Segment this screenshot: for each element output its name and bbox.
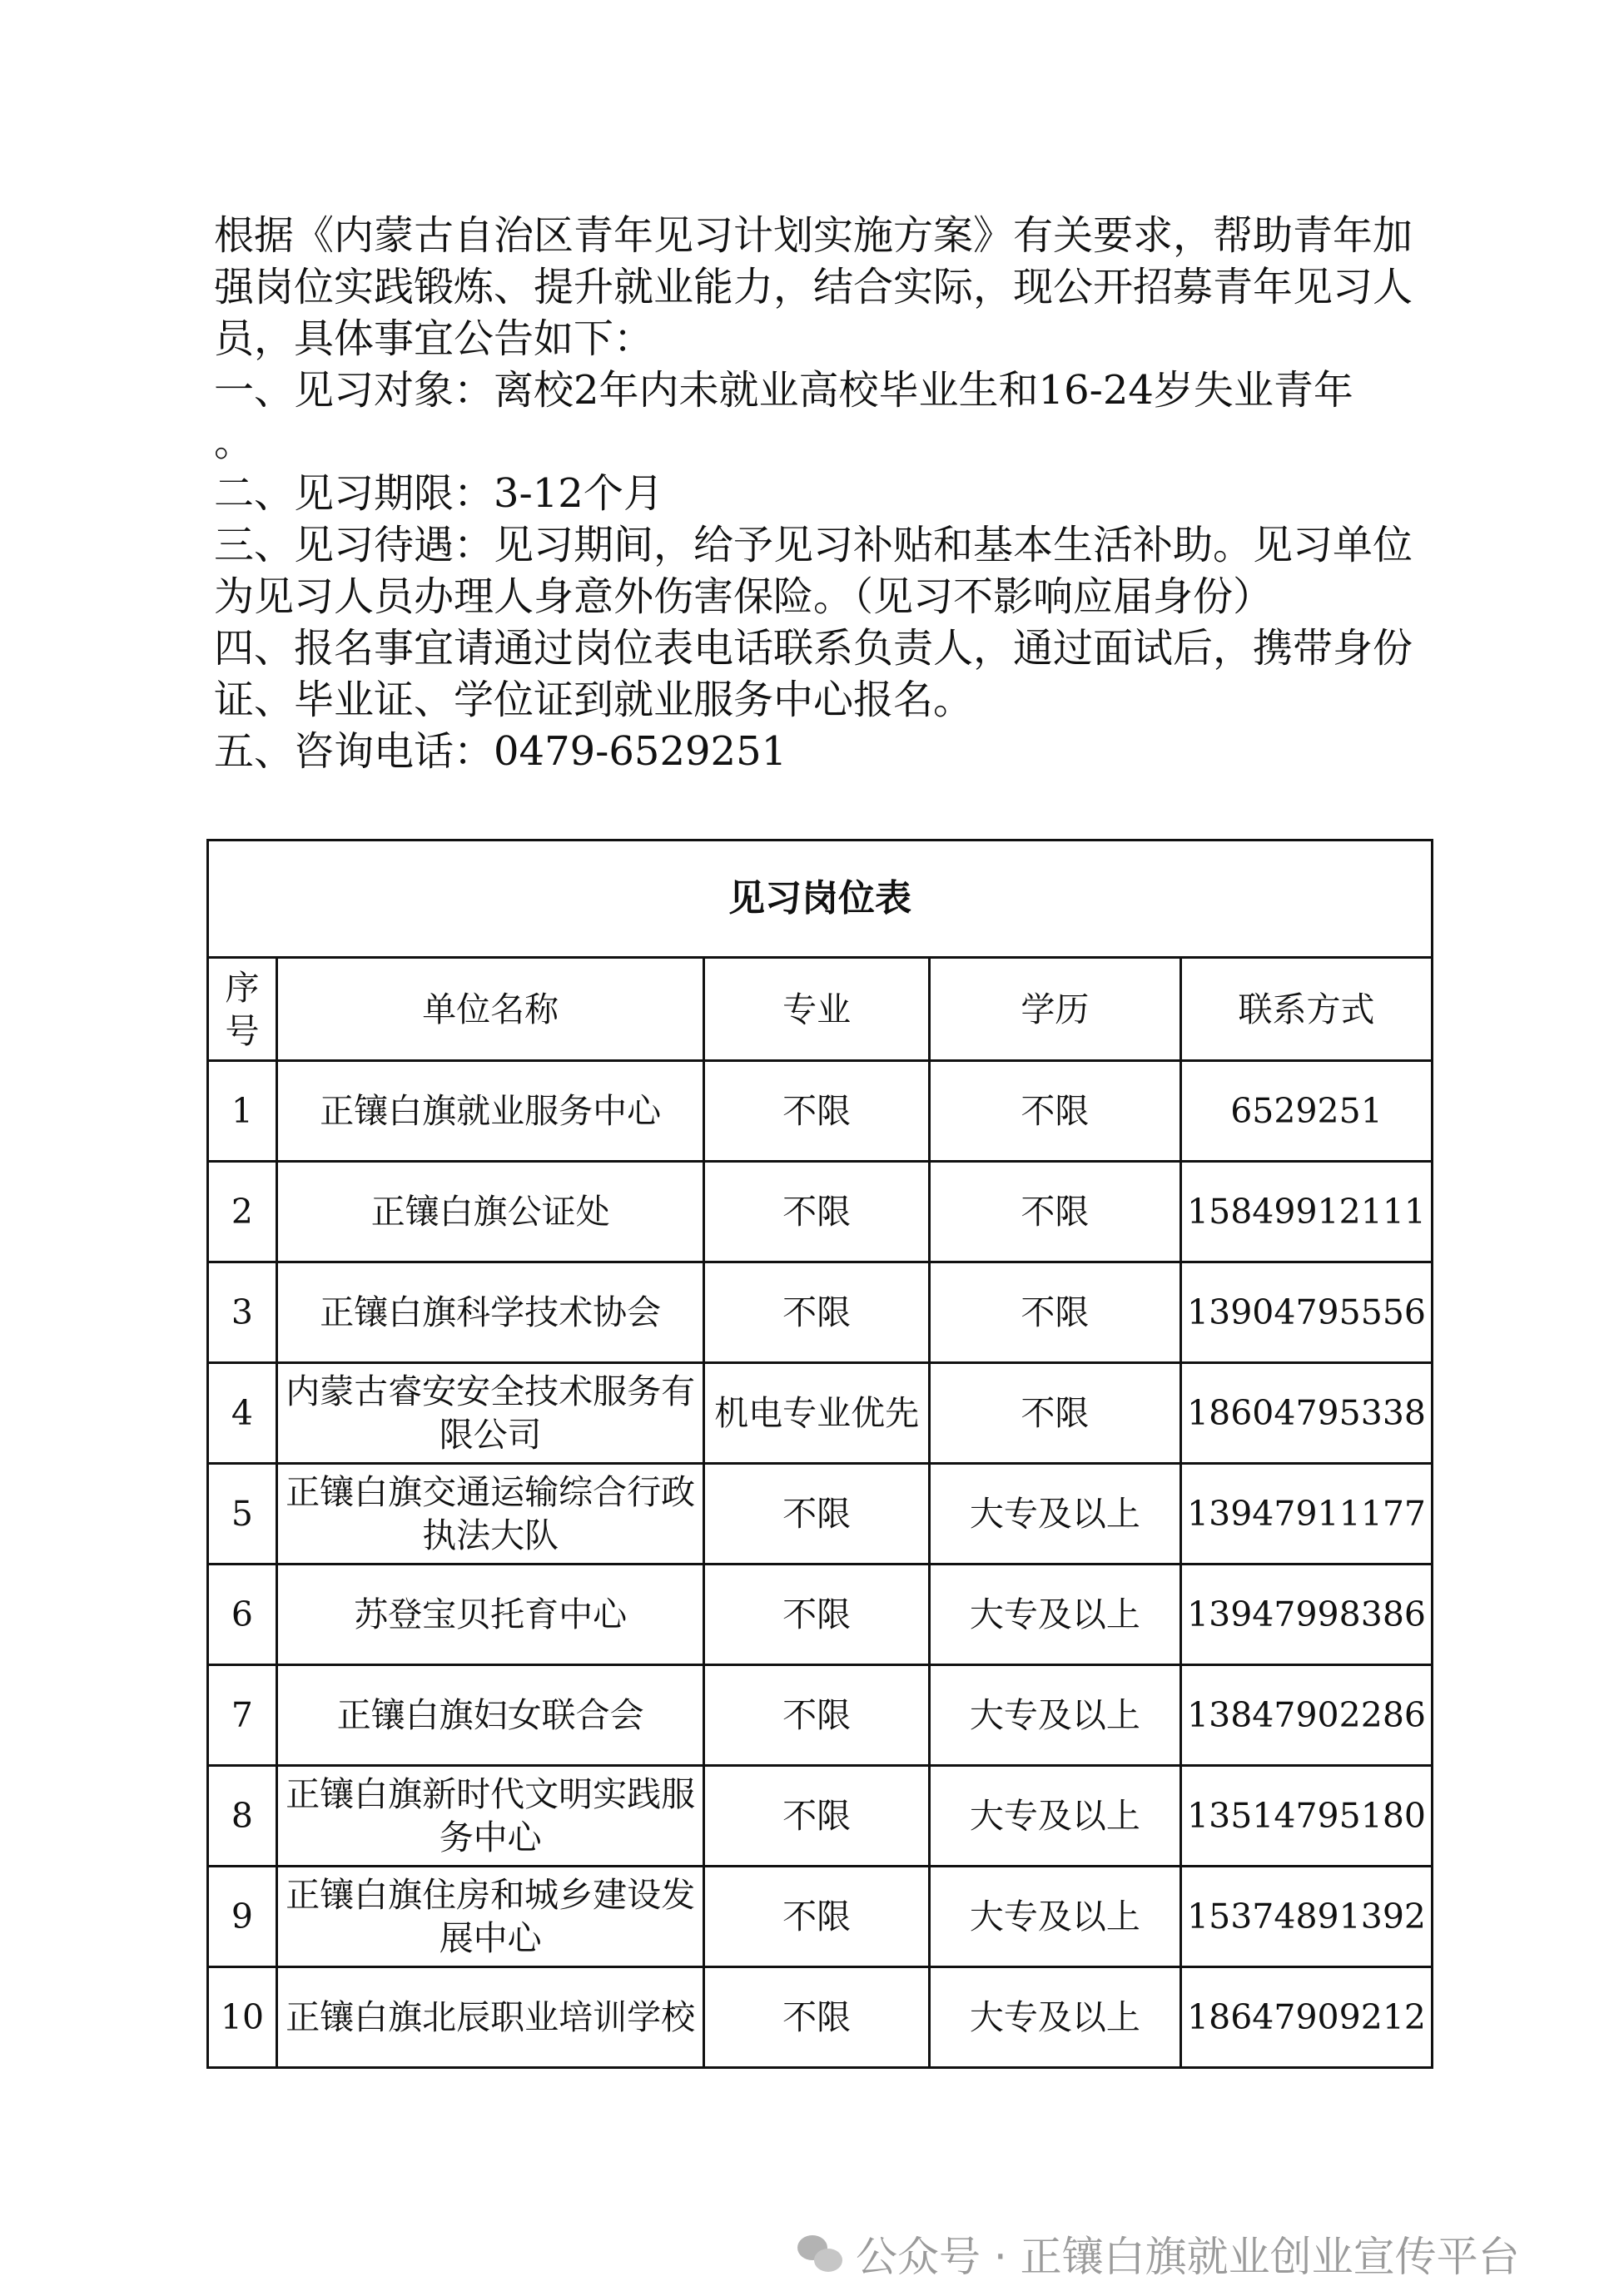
cell-index: 10 bbox=[208, 1967, 277, 2068]
cell-unit: 正镶白旗就业服务中心 bbox=[276, 1061, 704, 1162]
table-row bbox=[208, 1565, 1433, 1665]
cell-education: 大专及以上 bbox=[929, 1464, 1180, 1565]
cell-education: 大专及以上 bbox=[929, 1665, 1180, 1766]
header-education: 学历 bbox=[929, 958, 1180, 1061]
cell-contact: 18647909212 bbox=[1181, 1967, 1433, 2068]
header-contact: 联系方式 bbox=[1181, 958, 1433, 1061]
wechat-icon bbox=[797, 2234, 844, 2274]
cell-contact: 13847902286 bbox=[1181, 1665, 1433, 1766]
cell-major: 机电专业优先 bbox=[704, 1363, 929, 1464]
table-row bbox=[208, 1061, 1433, 1162]
cell-index: 7 bbox=[208, 1665, 277, 1766]
header-index: 序号 bbox=[208, 958, 277, 1061]
cell-unit: 内蒙古睿安安全技术服务有限公司 bbox=[276, 1363, 704, 1464]
header-unit: 单位名称 bbox=[276, 958, 704, 1061]
table-row bbox=[208, 1766, 1433, 1867]
cell-index: 5 bbox=[208, 1464, 277, 1565]
cell-contact: 13514795180 bbox=[1181, 1766, 1433, 1867]
table-row bbox=[208, 1262, 1433, 1363]
cell-index: 4 bbox=[208, 1363, 277, 1464]
item-registration: 四、报名事宜请通过岗位表电话联系负责人，通过面试后，携带身份证、毕业证、学位证到就业服务中心报名。 bbox=[214, 625, 1413, 723]
cell-major: 不限 bbox=[704, 1565, 929, 1665]
table-title: 见习岗位表 bbox=[208, 841, 1433, 958]
item-benefits: 三、见习待遇：见习期间，给予见习补贴和基本生活补助。见习单位为见习人员办理人身意外伤害保险。（见习不影响应届身份） bbox=[214, 522, 1413, 620]
cell-education: 不限 bbox=[929, 1061, 1180, 1162]
cell-index: 8 bbox=[208, 1766, 277, 1867]
item-hotline: 五、咨询电话：0479-6529251 bbox=[214, 728, 787, 775]
cell-contact: 15374891392 bbox=[1181, 1867, 1433, 1967]
watermark bbox=[797, 2224, 1520, 2284]
item-target: 一、见习对象：离校2年内未就业高校毕业生和16-24岁失业青年 bbox=[214, 367, 1353, 414]
watermark-text: 公众号 · 正镶白旗就业创业宣传平台 bbox=[856, 2233, 1520, 2281]
cell-contact: 13947911177 bbox=[1181, 1464, 1433, 1565]
intro-paragraph: 根据《内蒙古自治区青年见习计划实施方案》有关要求，帮助青年加强岗位实践锻炼、提升就业能力，结合实际，现公开招募青年见习人员，具体事宜公告如下： bbox=[214, 212, 1413, 362]
cell-unit: 正镶白旗交通运输综合行政执法大队 bbox=[276, 1464, 704, 1565]
cell-unit: 正镶白旗妇女联合会 bbox=[276, 1665, 704, 1766]
header-major: 专业 bbox=[704, 958, 929, 1061]
cell-unit: 正镶白旗新时代文明实践服务中心 bbox=[276, 1766, 704, 1867]
cell-major: 不限 bbox=[704, 1464, 929, 1565]
cell-unit: 正镶白旗科学技术协会 bbox=[276, 1262, 704, 1363]
cell-contact: 13904795556 bbox=[1181, 1262, 1433, 1363]
notice-body bbox=[214, 210, 1429, 777]
table-header-row bbox=[208, 958, 1433, 1061]
cell-unit: 正镶白旗北辰职业培训学校 bbox=[276, 1967, 704, 2068]
table-row bbox=[208, 1162, 1433, 1262]
internship-positions-table bbox=[206, 839, 1433, 2069]
cell-education: 大专及以上 bbox=[929, 1967, 1180, 2068]
table-row bbox=[208, 1867, 1433, 1967]
cell-major: 不限 bbox=[704, 1162, 929, 1262]
cell-index: 6 bbox=[208, 1565, 277, 1665]
table-row bbox=[208, 1665, 1433, 1766]
cell-education: 大专及以上 bbox=[929, 1867, 1180, 1967]
cell-contact: 18604795338 bbox=[1181, 1363, 1433, 1464]
cell-education: 不限 bbox=[929, 1363, 1180, 1464]
cell-education: 不限 bbox=[929, 1162, 1180, 1262]
cell-major: 不限 bbox=[704, 1061, 929, 1162]
cell-major: 不限 bbox=[704, 1766, 929, 1867]
cell-index: 3 bbox=[208, 1262, 277, 1363]
table-row bbox=[208, 1967, 1433, 2068]
cell-unit: 正镶白旗住房和城乡建设发展中心 bbox=[276, 1867, 704, 1967]
cell-contact: 13947998386 bbox=[1181, 1565, 1433, 1665]
cell-education: 大专及以上 bbox=[929, 1766, 1180, 1867]
cell-major: 不限 bbox=[704, 1262, 929, 1363]
cell-contact: 15849912111 bbox=[1181, 1162, 1433, 1262]
cell-index: 9 bbox=[208, 1867, 277, 1967]
cell-major: 不限 bbox=[704, 1967, 929, 2068]
cell-index: 2 bbox=[208, 1162, 277, 1262]
cell-contact: 6529251 bbox=[1181, 1061, 1433, 1162]
item-duration: 二、见习期限：3-12个月 bbox=[214, 470, 663, 517]
cell-index: 1 bbox=[208, 1061, 277, 1162]
cell-unit: 正镶白旗公证处 bbox=[276, 1162, 704, 1262]
cell-major: 不限 bbox=[704, 1665, 929, 1766]
cell-unit: 苏登宝贝托育中心 bbox=[276, 1565, 704, 1665]
table-row bbox=[208, 1363, 1433, 1464]
cell-major: 不限 bbox=[704, 1867, 929, 1967]
cell-education: 不限 bbox=[929, 1262, 1180, 1363]
item-target-period: 。 bbox=[214, 419, 255, 465]
cell-education: 大专及以上 bbox=[929, 1565, 1180, 1665]
table-row bbox=[208, 1464, 1433, 1565]
